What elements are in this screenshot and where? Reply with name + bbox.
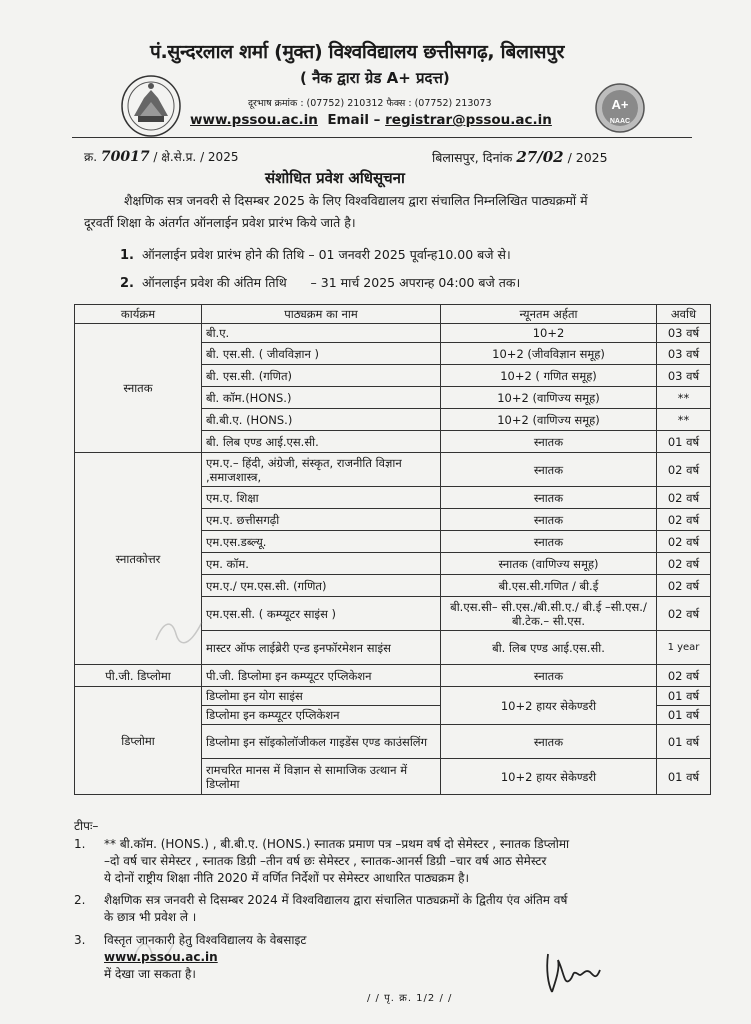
date-year: / 2025 (567, 150, 608, 165)
ref-number: 70017 (100, 149, 150, 165)
course-cell: एम.ए./ एम.एस.सी. (गणित) (202, 575, 441, 597)
university-logo-icon (120, 72, 182, 138)
note-num: 3. (74, 933, 86, 947)
university-name: पं.सुन्दरलाल शर्मा (मुक्त) विश्वविद्यालय छत्तीसगढ़, बिलासपुर (150, 41, 565, 63)
course-cell: डिप्लोमा इन कम्प्यूटर एप्लिकेशन (202, 706, 441, 725)
intro-line-2: दूरवर्ती शिक्षा के अंतर्गत ऑनलाईन प्रवेश प्रारंभ किये जाते है। (84, 215, 356, 230)
email-label: Email – (327, 112, 381, 128)
admission-end-date (120, 274, 520, 291)
note-line: शैक्षणिक सत्र जनवरी से दिसम्बर 2024 में विश्वविद्यालय द्वारा संचालित पाठ्यक्रमों के द्वितीय एंव अंतिम वर्ष (104, 893, 568, 907)
eligibility-cell: स्नातक (441, 431, 657, 453)
duration-cell: ** (657, 409, 711, 431)
duration-cell: 01 वर्ष (657, 687, 711, 706)
naac-grade: A+ (611, 97, 629, 112)
duration-cell: 1 year (657, 631, 711, 665)
duration-cell: 02 वर्ष (657, 575, 711, 597)
course-cell: रामचरित मानस में विज्ञान से सामाजिक उत्थान में डिप्लोमा (202, 759, 441, 795)
header-eligibility: न्यूनतम अर्हता (441, 305, 657, 324)
header-divider (72, 137, 692, 138)
duration-cell: 01 वर्ष (657, 431, 711, 453)
note-1 (74, 836, 704, 887)
duration-cell: 02 वर्ष (657, 509, 711, 531)
eligibility-cell: 10+2 हायर सेकेण्डरी (441, 687, 657, 725)
course-cell: बी. लिब एण्ड आई.एस.सी. (202, 431, 441, 453)
duration-cell: 01 वर्ष (657, 759, 711, 795)
website-link[interactable]: www.pssou.ac.in (190, 112, 318, 128)
course-cell: एम.ए. छत्तीसगढ़ी (202, 509, 441, 531)
duration-cell: 02 वर्ष (657, 665, 711, 687)
eligibility-cell: स्नातक (वाणिज्य समूह) (441, 553, 657, 575)
group-snatakottar: स्नातकोत्तर (75, 453, 202, 665)
duration-cell: 01 वर्ष (657, 706, 711, 725)
place-date-label: बिलासपुर, दिनांक (432, 150, 513, 165)
eligibility-cell: स्नातक (441, 725, 657, 759)
date-item-text: ऑनलाईन प्रवेश की अंतिम तिथि – 31 मार्च 2025 अपरान्ह 04:00 बजे तक। (141, 275, 521, 290)
date-item-num: 2. (120, 276, 134, 291)
table-header-row (75, 305, 711, 324)
notice-intro (84, 190, 700, 234)
course-cell: बी. एस.सी. (गणित) (202, 365, 441, 387)
issue-date (432, 148, 608, 166)
duration-cell: 02 वर्ष (657, 453, 711, 487)
eligibility-cell: स्नातक (441, 665, 657, 687)
course-cell: एम.एस.डब्ल्यू. (202, 531, 441, 553)
course-cell: बी.ए. (202, 324, 441, 343)
eligibility-cell: 10+2 ( गणित समूह) (441, 365, 657, 387)
naac-badge-icon (594, 82, 646, 134)
eligibility-cell: 10+2 हायर सेकेण्डरी (441, 759, 657, 795)
duration-cell: 02 वर्ष (657, 553, 711, 575)
eligibility-cell: बी.एस.सी– सी.एस./बी.सी.ए./ बी.ई –सी.एस./बी.टेक.– सी.एस. (441, 597, 657, 631)
group-snatak: स्नातक (75, 324, 202, 453)
eligibility-cell: 10+2 (वाणिज्य समूह) (441, 409, 657, 431)
duration-cell: 03 वर्ष (657, 343, 711, 365)
ref-prefix: क्र. (84, 150, 98, 164)
eligibility-cell: स्नातक (441, 453, 657, 487)
naac-label: NAAC (609, 118, 631, 125)
eligibility-cell: 10+2 (441, 324, 657, 343)
header-duration: अवधि (657, 305, 711, 324)
ref-suffix: / क्षे.से.प्र. / 2025 (153, 150, 239, 164)
course-cell: पी.जी. डिप्लोमा इन कम्प्यूटर एप्लिकेशन (202, 665, 441, 687)
duration-cell: 02 वर्ष (657, 487, 711, 509)
group-diploma: डिप्लोमा (75, 687, 202, 795)
phone-line: दूरभाष क्रमांक : (07752) 210312 फैक्स : (07752) 213073 (248, 98, 492, 109)
note-line: के छात्र भी प्रवेश ले । (104, 910, 197, 924)
page-number: / / पृ. क्र. 1/2 / / (367, 993, 453, 1004)
header-program: कार्यक्रम (75, 305, 202, 324)
email-link[interactable]: registrar@pssou.ac.in (385, 112, 552, 128)
note-num: 1. (74, 837, 86, 851)
signature-icon (542, 950, 602, 996)
stamp-mark-icon (150, 612, 208, 650)
note-line (104, 932, 704, 983)
duration-cell: 01 वर्ष (657, 725, 711, 759)
note-line: ** बी.कॉम. (HONS.) , बी.बी.ए. (HONS.) स्नातक प्रमाण पत्र –प्रथम वर्ष दो सेमेस्टर , स्नातक डिप्लोमा (104, 837, 570, 851)
website-link[interactable]: www.pssou.ac.in (104, 950, 218, 964)
table-row (75, 453, 711, 487)
eligibility-cell: 10+2 (जीवविज्ञान समूह) (441, 343, 657, 365)
eligibility-cell: स्नातक (441, 509, 657, 531)
table-row (75, 665, 711, 687)
note-text: में देखा जा सकता है। (104, 967, 196, 981)
table-row (75, 687, 711, 706)
eligibility-cell: स्नातक (441, 531, 657, 553)
reference-number (84, 148, 238, 165)
duration-cell: 02 वर्ष (657, 597, 711, 631)
note-line: ये दोनों राष्ट्रीय शिक्षा नीति 2020 में वर्णित निर्देशों पर सेमेस्टर आधारित पाठ्यक्रम है। (104, 871, 470, 885)
eligibility-cell: स्नातक (441, 487, 657, 509)
duration-cell: 03 वर्ष (657, 324, 711, 343)
contact-line (190, 112, 552, 128)
note-text: विस्तृत जानकारी हेतु विश्वविद्यालय के वेबसाइट (104, 933, 307, 947)
course-cell: डिप्लोमा इन योग साइंस (202, 687, 441, 706)
admission-start-date (120, 246, 511, 263)
note-num: 2. (74, 893, 86, 907)
course-cell: एम.एस.सी. ( कम्प्यूटर साइंस ) (202, 597, 441, 631)
eligibility-cell: 10+2 (वाणिज्य समूह) (441, 387, 657, 409)
note-2 (74, 892, 704, 926)
course-cell: एम. कॉम. (202, 553, 441, 575)
note-line: –दो वर्ष चार सेमेस्टर , स्नातक डिग्री –तीन वर्ष छः सेमेस्टर , स्नातक-आनर्स डिग्री –चार वर्ष आठ सेमेस्टर (104, 854, 547, 868)
course-cell: एम.ए. शिक्षा (202, 487, 441, 509)
courses-table (74, 304, 700, 795)
course-cell: बी. कॉम.(HONS.) (202, 387, 441, 409)
course-cell: डिप्लोमा इन सॉइकोलॉजीकल गाइडेंस एण्ड काउंसलिंग (202, 725, 441, 759)
course-cell: एम.ए.– हिंदी, अंग्रेजी, संस्कृत, राजनीति विज्ञान ,समाजशास्त्र, (202, 453, 441, 487)
duration-cell: 03 वर्ष (657, 365, 711, 387)
course-cell: बी.बी.ए. (HONS.) (202, 409, 441, 431)
date-handwritten: 27/02 (516, 148, 564, 166)
notice-title: संशोधित प्रवेश अधिसूचना (265, 169, 405, 187)
notes-heading: टीपः– (74, 819, 99, 833)
course-cell: मास्टर ऑफ लाईब्रेरी एन्ड इनफॉरमेशन साइंस (202, 631, 441, 665)
note-3 (74, 932, 704, 983)
eligibility-cell: बी.एस.सी.गणित / बी.ई (441, 575, 657, 597)
duration-cell: ** (657, 387, 711, 409)
grade-line: ( नैक द्वारा ग्रेड A+ प्रदत्त) (300, 69, 450, 87)
intro-line-1: शैक्षणिक सत्र जनवरी से दिसम्बर 2025 के लिए विश्वविद्यालय द्वारा संचालित निम्नलिखित पाठ्यक्रमों में (124, 193, 588, 208)
header-course: पाठ्यक्रम का नाम (202, 305, 441, 324)
eligibility-cell: बी. लिब एण्ड आई.एस.सी. (441, 631, 657, 665)
table-row (75, 324, 711, 343)
group-pg-diploma: पी.जी. डिप्लोमा (75, 665, 202, 687)
date-item-num: 1. (120, 248, 134, 263)
duration-cell: 02 वर्ष (657, 531, 711, 553)
date-item-text: ऑनलाईन प्रवेश प्रारंभ होने की तिथि – 01 जनवरी 2025 पूर्वान्ह10.00 बजे से। (141, 247, 511, 262)
course-cell: बी. एस.सी. ( जीवविज्ञान ) (202, 343, 441, 365)
